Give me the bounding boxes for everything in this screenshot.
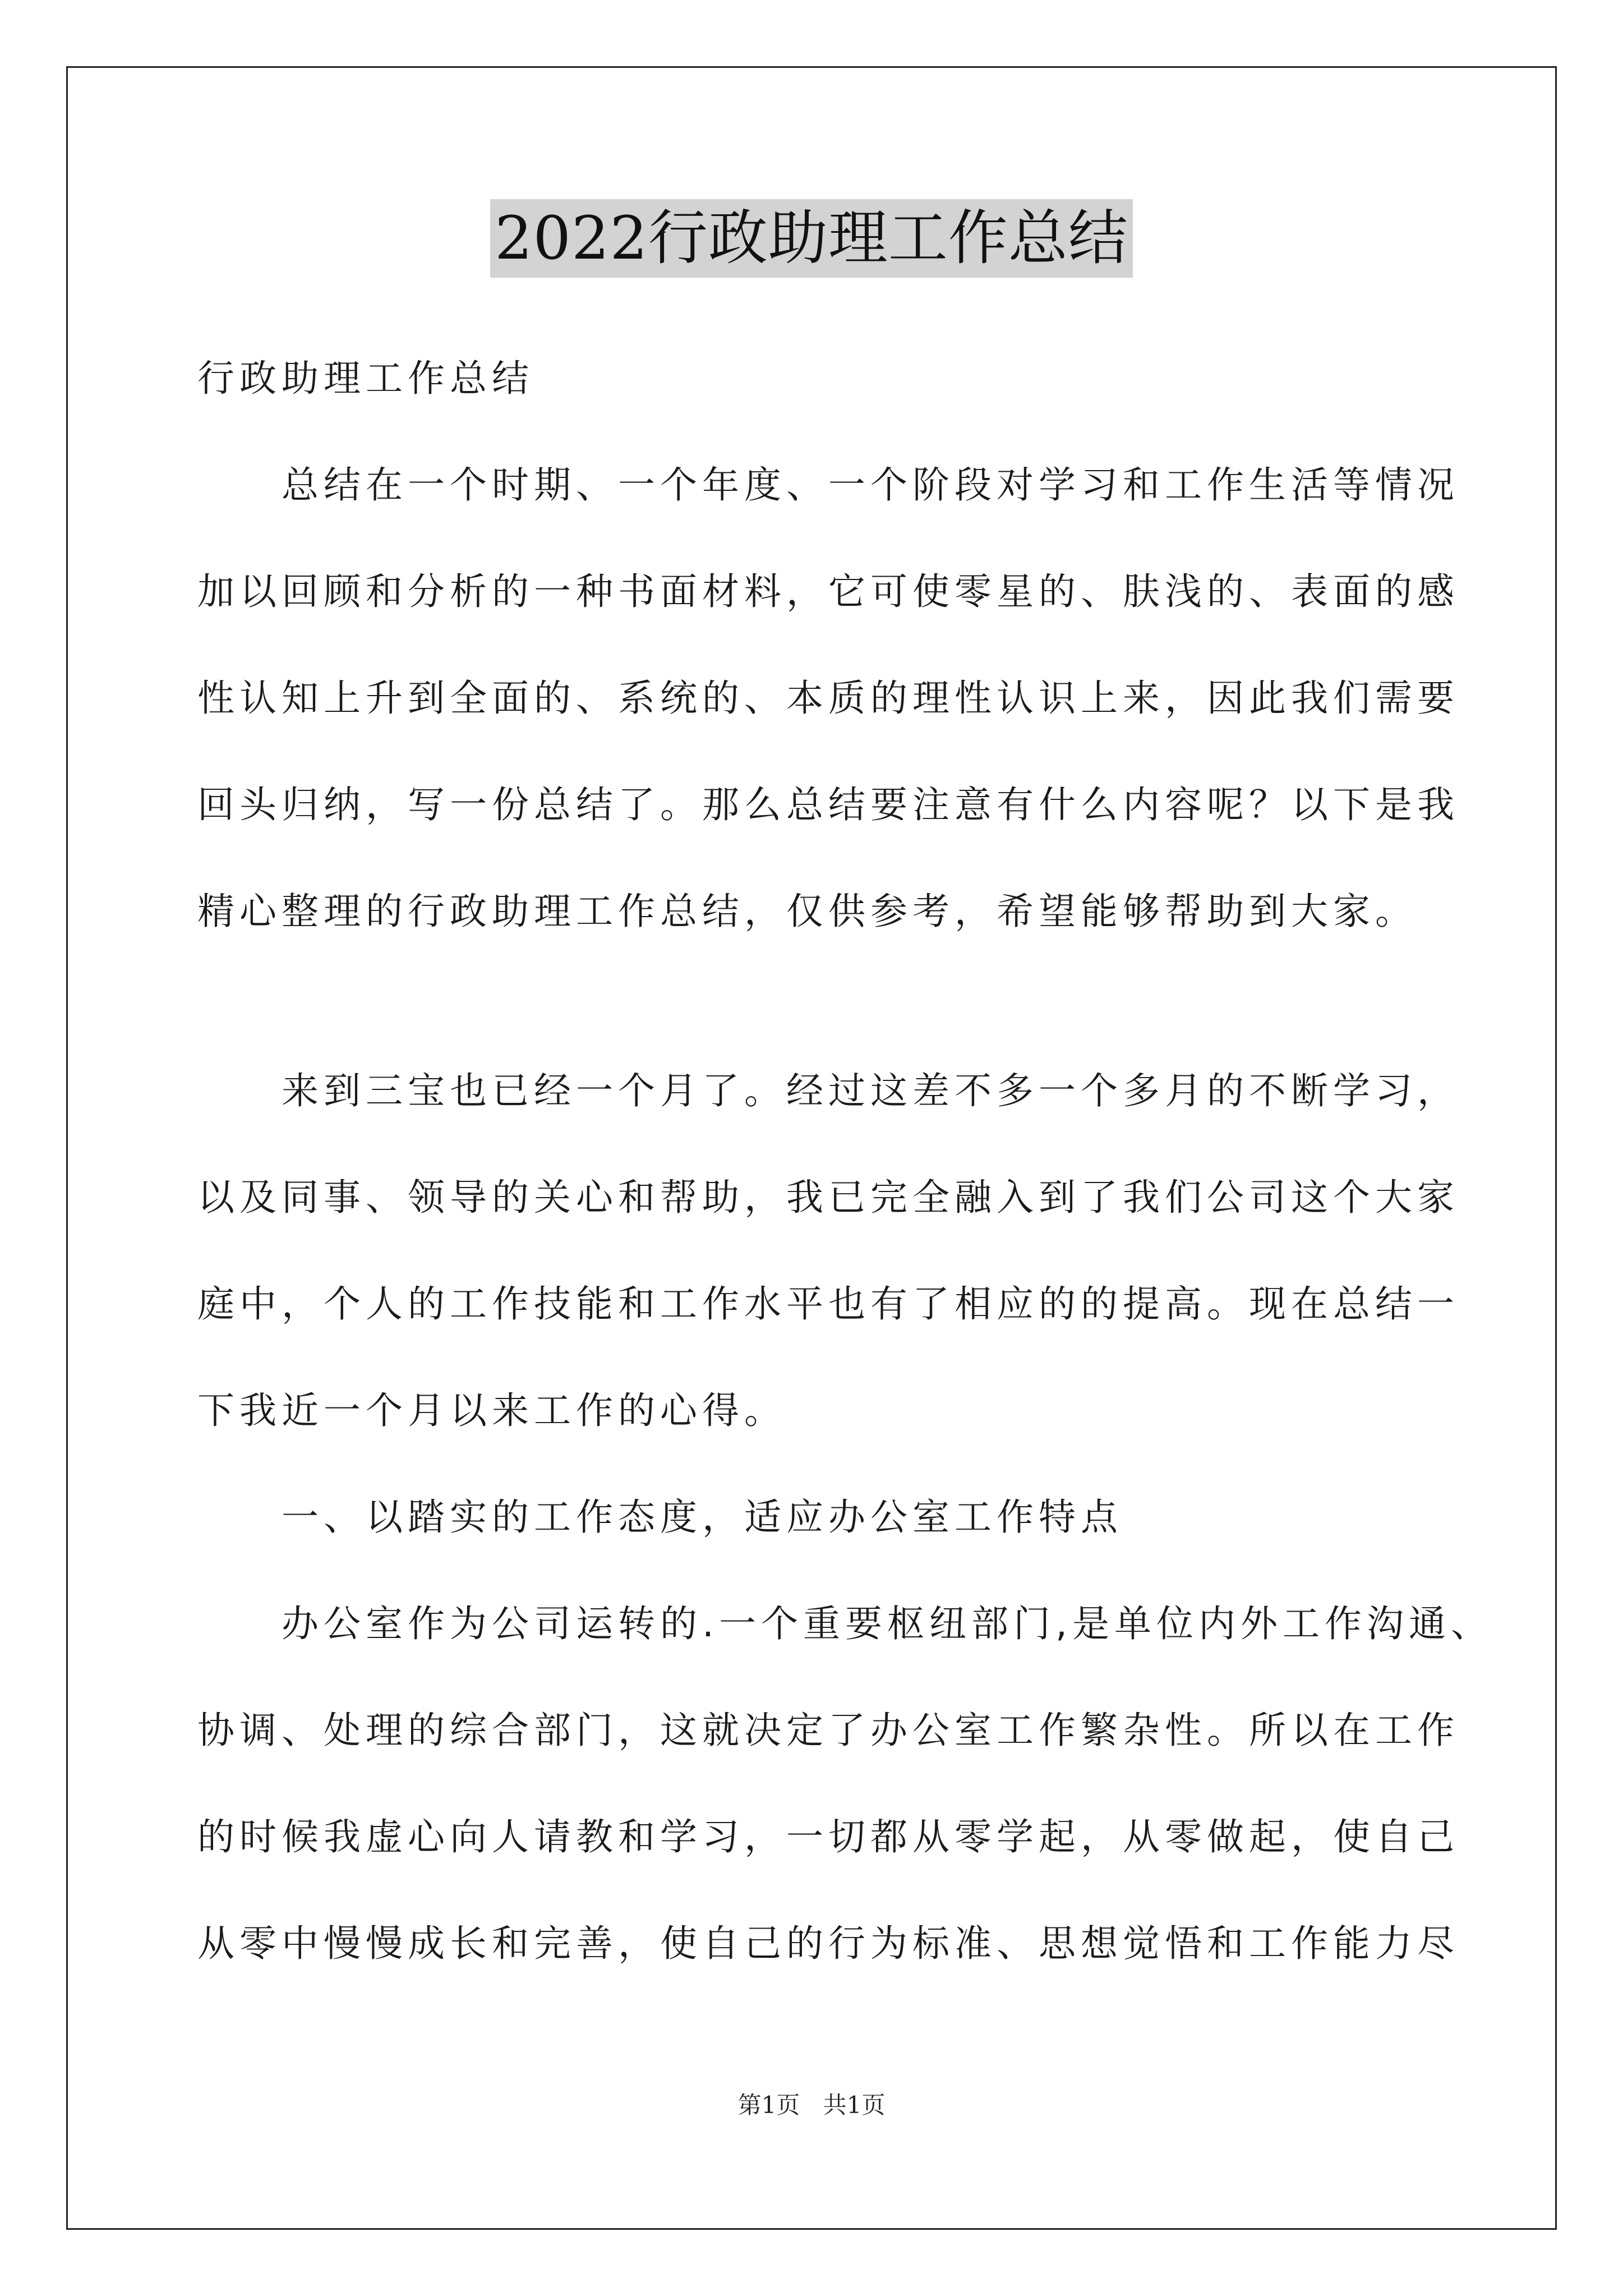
paragraph-line: 协调、处理的综合部门，这就决定了办公室工作繁杂性。所以在工作 [197,1709,1459,1752]
paragraph-line: 庭中，个人的工作技能和工作水平也有了相应的的提高。现在总结一 [197,1282,1459,1326]
subtitle-line: 行政助理工作总结 [197,357,534,400]
paragraph-line: 精心整理的行政助理工作总结，仅供参考，希望能够帮助到大家。 [197,890,1417,933]
paragraph-line: 来到三宝也已经一个月了。经过这差不多一个多月的不断学习， [282,1069,1459,1112]
paragraph-line: 性认知上升到全面的、系统的、本质的理性认识上来，因此我们需要 [197,677,1459,720]
paragraph-line: 总结在一个时期、一个年度、一个阶段对学习和工作生活等情况 [282,463,1459,507]
title-container [0,199,1623,278]
paragraph-line: 下我近一个月以来工作的心得。 [197,1389,786,1432]
page-number-total: 共1页 [823,2091,886,2119]
paragraph-line: 的时候我虚心向人请教和学习，一切都从零学起，从零做起，使自己 [197,1815,1459,1858]
section-heading: 一、以踏实的工作态度，适应办公室工作特点 [282,1496,1123,1539]
page-number-current: 第1页 [737,2091,800,2119]
paragraph-line: 加以回顾和分析的一种书面材料，它可使零星的、肤浅的、表面的感 [197,570,1459,613]
paragraph-line: 从零中慢慢成长和完善，使自己的行为标准、思想觉悟和工作能力尽 [197,1922,1459,1965]
paragraph-line: 办公室作为公司运转的.一个重要枢纽部门,是单位内外工作沟通、 [282,1602,1493,1645]
document-title: 2022行政助理工作总结 [490,199,1133,278]
page-footer [0,2087,1623,2120]
paragraph-line: 以及同事、领导的关心和帮助，我已完全融入到了我们公司这个大家 [197,1176,1459,1219]
paragraph-line: 回头归纳，写一份总结了。那么总结要注意有什么内容呢？以下是我 [197,783,1459,826]
